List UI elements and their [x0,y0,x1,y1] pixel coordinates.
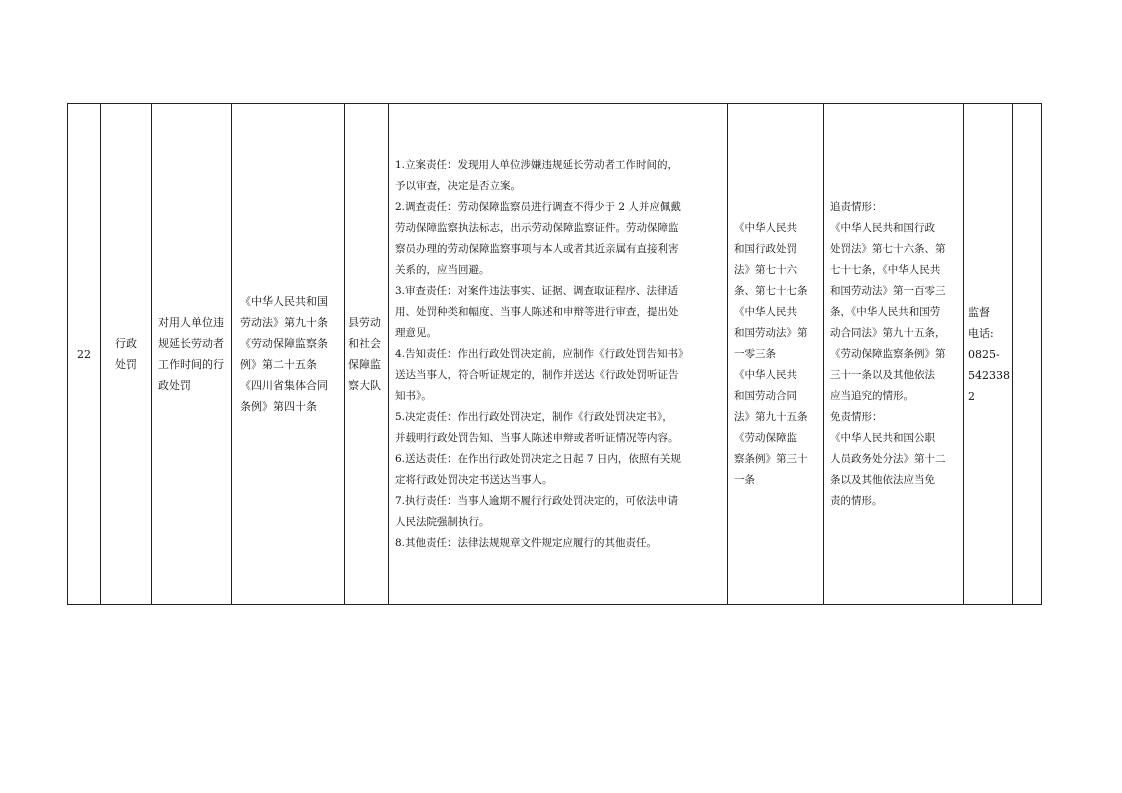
remarks-cell [1013,104,1042,605]
implementing-body-line: 保障监 [348,358,381,371]
responsibility-basis-line: 和国行政处罚 [734,242,797,255]
responsibility-line: 8.其他责任：法律法规规章文件规定应履行的其他责任。 [395,536,658,549]
responsibilities-cell [389,104,728,605]
accountability-line: 条以及其他依法应当免 [830,473,935,486]
legal-basis-line: 例》第二十五条 [240,358,317,371]
responsibility-basis-line: 和国劳动法》第 [734,326,808,339]
responsibility-basis-line: 法》第七十六 [734,263,797,276]
responsibility-line: 并载明行政处罚告知、当事人陈述申辩或者听证情况等内容。 [395,431,679,444]
responsibility-basis-line: 《劳动保障监 [734,431,797,444]
responsibility-line: 1.立案责任：发现用人单位涉嫌违规延长劳动者工作时间的， [395,158,679,171]
responsibility-basis-line: 条、第七十七条 [734,284,808,297]
implementing-body-line: 和社会 [348,337,381,350]
responsibility-basis-line: 《中华人民共 [734,368,797,381]
legal-basis-line: 劳动法》第九十条 [240,316,328,329]
responsibility-line: 理意见。 [395,326,437,339]
responsibility-line: 人民法院强制执行。 [395,515,490,528]
accountability-line: 免责情形： [830,410,883,423]
responsibility-line: 劳动保障监察执法标志，出示劳动保障监察证件。劳动保障监 [395,221,679,234]
responsibility-line: 2.调查责任：劳动保障监察员进行调查不得少于 2 人并应佩戴 [395,200,681,213]
supervision-line: 电话: [968,326,994,340]
responsibility-basis-line: 一零三条 [734,347,776,360]
responsibility-basis-line: 一条 [734,473,755,486]
legal-basis-line: 条例》第四十条 [240,400,317,413]
accountability-cell [824,104,964,605]
accountability-line: 条，《中华人民共和国劳 [830,305,941,318]
legal-basis-line: 《中华人民共和国 [240,295,328,308]
accountability-line: 处罚法》第七十六条、第 [830,242,946,255]
accountability-line: 和国劳动法》第一百零三 [830,284,946,297]
responsibility-line: 定将行政处罚决定书送达当事人。 [395,473,553,486]
implementing-body-line: 察大队 [348,379,381,392]
supervision-line: 5423382 [968,368,1010,403]
power-type-cell [101,104,152,605]
implementing-body-line: 县劳动 [348,316,381,329]
responsibility-basis-line: 察条例》第三十 [734,452,808,465]
item-name-line: 工作时间的行 [158,358,224,371]
accountability-line: 动合同法》第九十五条， [830,326,946,339]
item-name-line: 规延长劳动者 [158,337,224,350]
responsibility-basis-line: 法》第九十五条 [734,410,808,423]
responsibility-line: 7.执行责任：当事人逾期不履行行政处罚决定的，可依法申请 [395,494,679,507]
supervision-line: 监督 [968,305,990,319]
accountability-line: 追责情形： [830,200,883,213]
accountability-line: 人员政务处分法》第十二 [830,452,946,465]
responsibility-basis-cell [728,104,824,605]
table-row [68,104,1042,605]
responsibility-line: 用、处罚种类和幅度、当事人陈述和申辩等进行审查，提出处 [395,305,679,318]
responsibility-line: 知书》。 [395,389,432,402]
accountability-line: 《劳动保障监察条例》第 [830,347,946,360]
responsibility-basis-line: 《中华人民共 [734,305,797,318]
item-name-line: 对用人单位违 [158,316,224,329]
supervision-cell [964,104,1013,605]
accountability-line: 七十七条，《中华人民共 [830,263,941,276]
legal-basis-cell [232,104,345,605]
accountability-line: 责的情形。 [830,494,883,507]
supervision-line: 0825- [968,347,1000,361]
responsibility-basis-line: 和国劳动合同 [734,389,797,402]
item-name-line: 政处罚 [158,379,191,392]
power-type-line: 处罚 [115,358,137,371]
responsibility-line: 送达当事人，符合听证规定的，制作并送达《行政处罚听证告 [395,368,679,381]
accountability-line: 应当追究的情形。 [830,389,914,402]
responsibility-line: 予以审查，决定是否立案。 [395,179,521,192]
responsibility-line: 5.决定责任：作出行政处罚决定，制作《行政处罚决定书》， [395,410,673,423]
legal-basis-line: 《劳动保障监察条 [240,337,328,350]
responsibility-line: 4.告知责任：作出行政处罚决定前，应制作《行政处罚告知书》 [395,347,689,360]
row-number-cell [68,104,101,605]
row-number: 22 [77,347,91,361]
accountability-line: 三十一条以及其他依法 [830,368,935,381]
responsibility-line: 关系的，应当回避。 [395,263,490,276]
responsibility-line: 6.送达责任：在作出行政处罚决定之日起 7 日内，依照有关规 [395,452,681,465]
implementing-body-cell [345,104,389,605]
responsibility-basis-line: 《中华人民共 [734,221,797,234]
responsibility-line: 3.审查责任：对案件违法事实、证据、调查取证程序、法律适 [395,284,679,297]
responsibility-line: 察员办理的劳动保障监察事项与本人或者其近亲属有直接利害 [395,242,679,255]
accountability-line: 《中华人民共和国行政 [830,221,935,234]
power-list-table [67,103,1042,605]
legal-basis-line: 《四川省集体合同 [240,379,328,392]
item-name-cell [152,104,232,605]
power-type-line: 行政 [115,337,137,350]
accountability-line: 《中华人民共和国公职 [830,431,935,444]
